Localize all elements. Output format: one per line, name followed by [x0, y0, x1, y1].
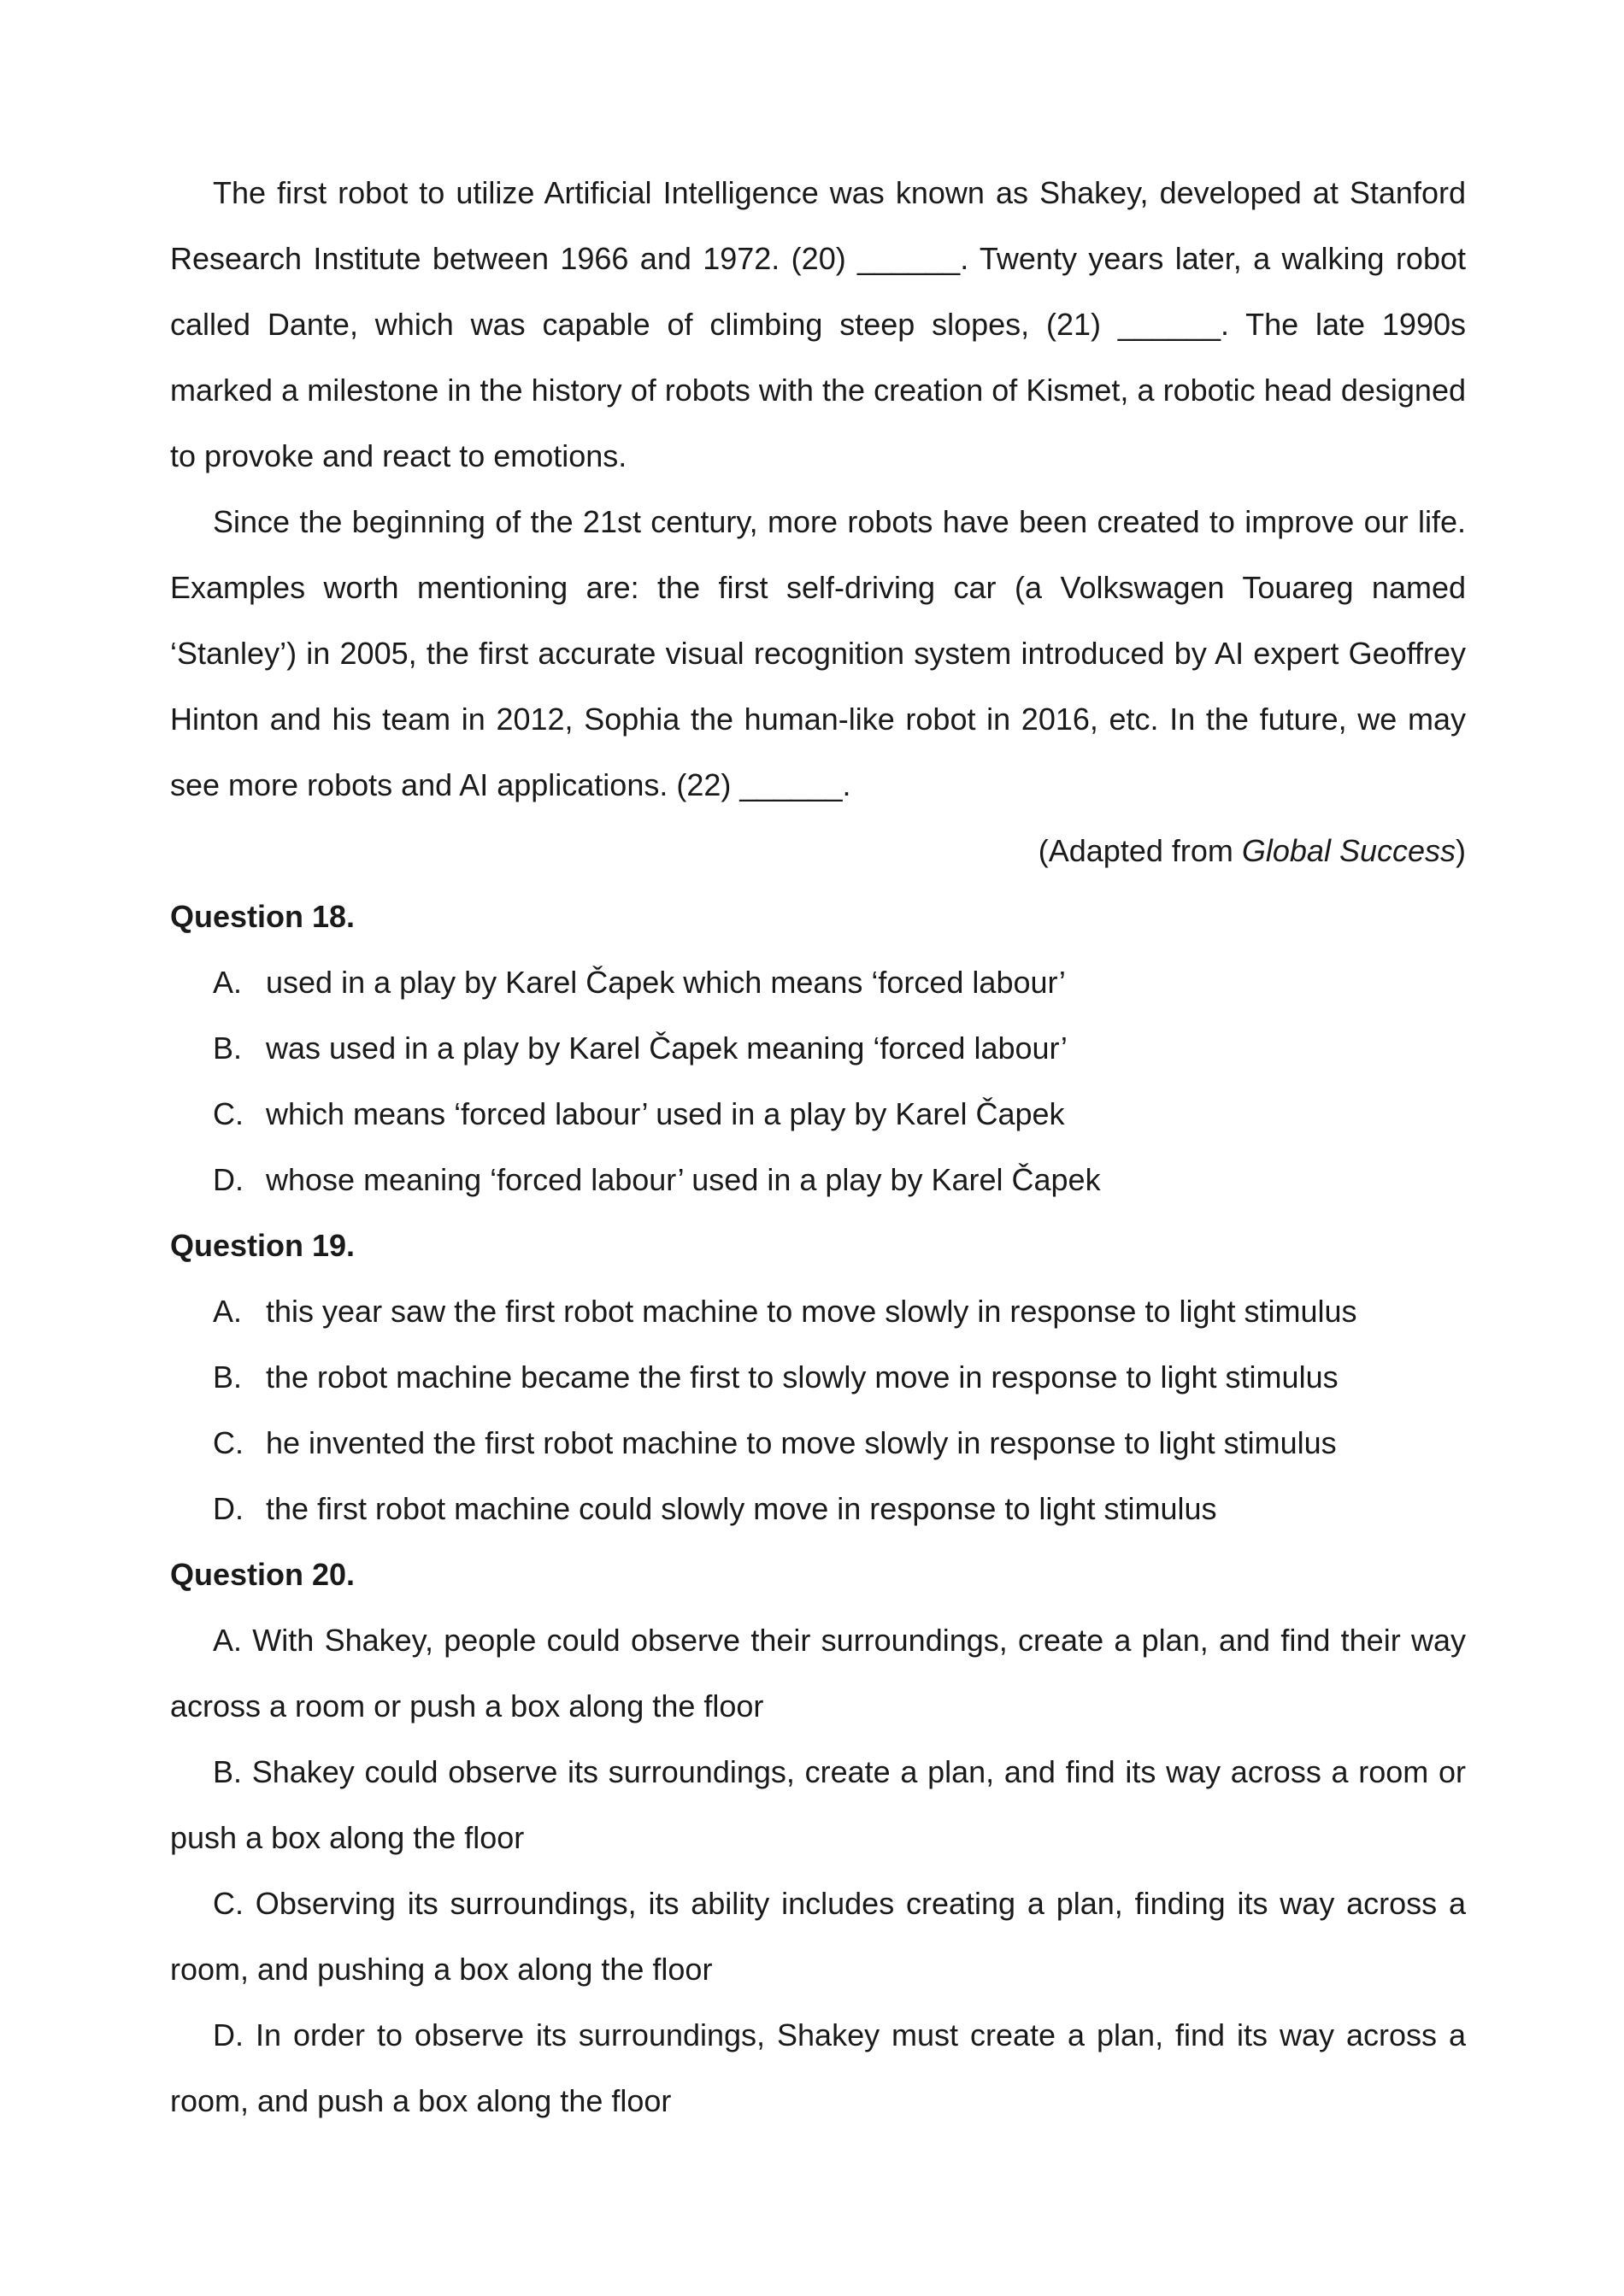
option-text: which means ‘forced labour’ used in a play by Karel Čapek	[266, 1096, 1065, 1131]
option-letter: B.	[213, 1359, 243, 1395]
option-text: used in a play by Karel Čapek which means ‘forced labour’	[266, 965, 1066, 1000]
question-20-option-c: C. Observing its surroundings, its ability includes creating a plan, finding its way across a room, and pushing a box along the floor	[170, 1886, 1466, 1987]
source-suffix: )	[1456, 833, 1466, 868]
passage-paragraph-2: Since the beginning of the 21st century, more robots have been created to improve our life. Examples worth mentioning are: the first self-driving car (a Volkswagen Touareg named ‘Stanley’) in 2005, the first accurate visual recognition system introduced by AI expert Geoffrey Hinton and his team in 2012, Sophia the human-like robot in 2016, etc. In the future, we may see more robots and AI applications. (22) ______.	[170, 504, 1466, 802]
question-18-option-b	[170, 1015, 1466, 1081]
option-letter: A.	[213, 965, 243, 1000]
option-text: whose meaning ‘forced labour’ used in a play by Karel Čapek	[266, 1162, 1101, 1197]
option-text: this year saw the first robot machine to move slowly in response to light stimulus	[266, 1294, 1357, 1329]
option-letter: D.	[213, 1162, 244, 1197]
question-19-option-d	[170, 1476, 1466, 1541]
question-20-option-d: D. In order to observe its surroundings, Shakey must create a plan, find its way across a room, and push a box along the floor	[170, 2017, 1466, 2118]
document-page	[170, 160, 1466, 2134]
passage-source	[170, 818, 1466, 884]
question-19-title: Question 19.	[170, 1228, 356, 1263]
option-letter: A.	[213, 1294, 243, 1329]
passage-paragraph-1: The first robot to utilize Artificial Intelligence was known as Shakey, developed at Stanford Research Institute between 1966 and 1972. (20) ______. Twenty years later, a walking robot called Dante, which was capable of climbing steep slopes, (21) ______. The late 1990s marked a milestone in the history of robots with the creation of Kismet, a robotic head designed to provoke and react to emotions.	[170, 175, 1466, 473]
option-letter: B.	[213, 1031, 243, 1066]
option-letter: C.	[213, 1096, 244, 1131]
question-19-option-a	[170, 1278, 1466, 1344]
option-letter: C.	[213, 1425, 244, 1460]
option-text: was used in a play by Karel Čapek meaning ‘forced labour’	[266, 1031, 1068, 1066]
source-title: Global Success	[1241, 833, 1456, 868]
question-19-option-c	[170, 1410, 1466, 1476]
question-19-option-b	[170, 1344, 1466, 1410]
question-20-option-a: A. With Shakey, people could observe their surroundings, create a plan, and find their way across a room or push a box along the floor	[170, 1623, 1466, 1723]
question-18-option-a	[170, 949, 1466, 1015]
question-18-option-d	[170, 1147, 1466, 1213]
question-20-option-b: B. Shakey could observe its surroundings, create a plan, and find its way across a room or push a box along the floor	[170, 1754, 1466, 1855]
question-18-title: Question 18.	[170, 899, 356, 934]
question-20-title: Question 20.	[170, 1557, 356, 1592]
option-text: he invented the first robot machine to move slowly in response to light stimulus	[266, 1425, 1337, 1460]
source-prefix: (Adapted from	[1038, 833, 1242, 868]
question-18-option-c	[170, 1081, 1466, 1147]
option-letter: D.	[213, 1491, 244, 1526]
option-text: the robot machine became the first to slowly move in response to light stimulus	[266, 1359, 1339, 1395]
option-text: the first robot machine could slowly move in response to light stimulus	[266, 1491, 1217, 1526]
